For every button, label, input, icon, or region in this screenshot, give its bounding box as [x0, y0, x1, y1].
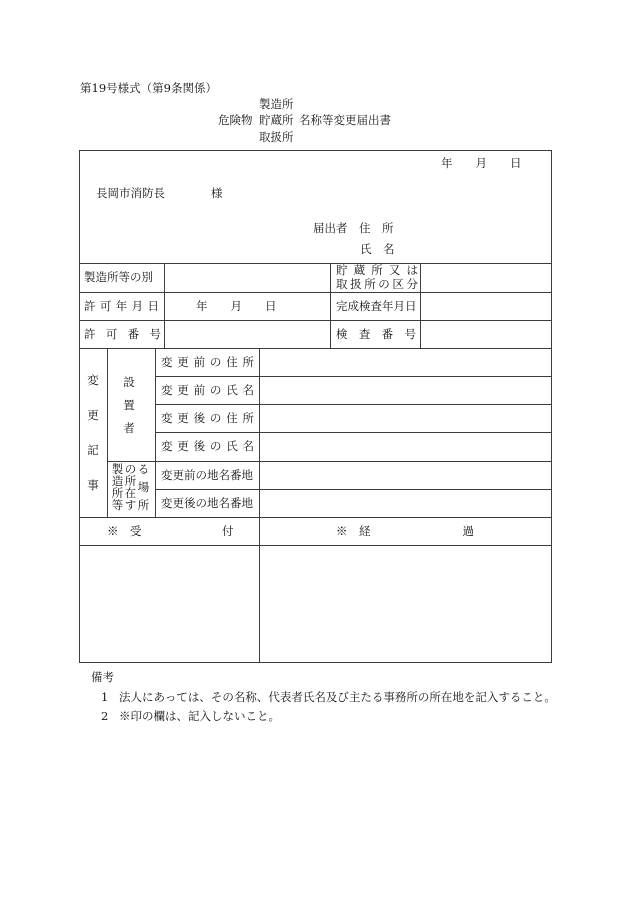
new-name-label	[161, 440, 254, 452]
label-glyph: 設	[123, 375, 135, 389]
facility-location-label	[111, 463, 150, 511]
label-glyph: 扱	[350, 277, 362, 291]
prior-location-value	[260, 462, 551, 489]
table-rule-h	[79, 517, 552, 518]
storage-handling-class-label-line1	[336, 264, 418, 276]
applicant-address-label: 届出者 住 所	[313, 221, 394, 235]
title-facility-type-manufacturing: 製造所	[259, 97, 294, 111]
label-glyph: 検	[336, 327, 348, 341]
label-glyph: 造	[111, 474, 124, 488]
facility-category-label: 製造所等の別	[84, 270, 153, 284]
remark-text: ※印の欄は、記入しないこと。	[119, 709, 280, 723]
label-glyph: 所	[364, 277, 376, 291]
label-glyph: の	[209, 411, 222, 425]
progress-area	[260, 546, 551, 662]
label-glyph: 氏	[226, 383, 238, 397]
label-glyph: は	[406, 263, 418, 277]
applicant-name-label: 氏 名	[360, 242, 395, 256]
title-prefix: 危険物	[218, 113, 253, 127]
label-glyph: 貯	[336, 263, 348, 277]
completion-inspection-date-value	[421, 293, 551, 320]
label-glyph: の	[124, 462, 137, 476]
label-glyph: 許	[84, 299, 96, 313]
label-glyph: 取	[336, 277, 348, 291]
label-glyph: 更	[87, 408, 99, 422]
label-glyph: 後	[193, 411, 206, 425]
label-glyph: 事	[87, 478, 99, 492]
label-glyph: 査	[358, 327, 371, 341]
label-glyph: す	[124, 498, 137, 512]
new-address-value	[260, 405, 551, 432]
prior-location-label: 変更前の地名番地	[161, 468, 253, 482]
label-glyph: 区	[392, 277, 404, 291]
label-glyph: 在	[124, 486, 137, 500]
permit-number-label	[84, 328, 161, 340]
label-glyph: 変	[87, 373, 99, 387]
label-column	[137, 463, 150, 511]
label-glyph: 可	[105, 327, 118, 341]
label-glyph: 更	[177, 383, 189, 397]
label-glyph: 分	[406, 277, 418, 291]
label-glyph: 等	[111, 498, 124, 512]
label-glyph: 変	[161, 383, 173, 397]
change-section-label	[87, 374, 99, 491]
prior-name-label	[161, 384, 254, 396]
label-glyph: 番	[127, 327, 140, 341]
label-glyph: 号	[149, 327, 161, 341]
table-rule-v	[551, 150, 552, 663]
completion-inspection-date-label: 完成検査年月日	[336, 299, 417, 313]
label-glyph: 許	[84, 327, 96, 341]
form-number: 第19号様式（第9条関係）	[80, 81, 217, 95]
label-glyph: 所	[111, 486, 124, 500]
table-rule-v	[107, 348, 108, 518]
label-glyph: 名	[242, 439, 254, 453]
label-glyph: 変	[161, 355, 173, 369]
title-facility-type-handling: 取扱所	[259, 130, 294, 144]
progress-header: ※ 経 過	[336, 524, 474, 538]
remark-number: 1	[101, 690, 109, 704]
prior-name-value	[260, 377, 551, 404]
table-rule-h	[79, 150, 552, 151]
storage-handling-class-label-line2	[336, 278, 418, 290]
new-address-label	[161, 412, 254, 424]
label-column	[111, 463, 124, 511]
permit-number-value	[165, 321, 330, 348]
label-glyph: 所	[371, 263, 383, 277]
label-glyph: 所	[242, 355, 254, 369]
label-glyph: 住	[226, 411, 238, 425]
label-glyph: 後	[193, 439, 206, 453]
receipt-area	[80, 546, 259, 662]
new-name-value	[260, 433, 551, 461]
label-glyph: 更	[177, 411, 189, 425]
label-glyph: 可	[99, 299, 112, 313]
table-rule-v	[155, 348, 156, 518]
facility-category-value	[165, 264, 330, 292]
remarks-heading: 備考	[91, 670, 114, 684]
label-glyph: 年	[115, 299, 128, 313]
label-glyph: 住	[226, 355, 238, 369]
label-glyph: 又	[388, 263, 401, 277]
title-facility-type-storage: 貯蔵所	[259, 113, 294, 127]
label-glyph: 場	[137, 480, 150, 494]
label-glyph: 月	[131, 299, 144, 313]
addressee: 長岡市消防長 様	[96, 186, 223, 200]
label-glyph: の	[209, 355, 222, 369]
label-glyph: 変	[161, 439, 173, 453]
label-column	[124, 463, 137, 511]
new-location-value	[260, 490, 551, 517]
label-glyph: 号	[404, 327, 416, 341]
remark-number: 2	[101, 709, 109, 723]
label-glyph: 製	[111, 462, 124, 476]
remark-text: 法人にあっては、その名称、代表者氏名及び主たる事務所の所在地を記入すること。	[119, 690, 556, 704]
label-glyph: 置	[123, 398, 135, 412]
label-glyph: 更	[177, 355, 189, 369]
label-glyph: の	[209, 383, 222, 397]
label-glyph: 日	[147, 299, 159, 313]
receipt-header: ※ 受 付	[107, 524, 234, 538]
submission-date: 年 月 日	[441, 156, 522, 170]
table-rule-h	[79, 662, 552, 663]
table-rule-v	[330, 263, 331, 349]
installer-label	[123, 376, 135, 434]
label-glyph: 前	[193, 383, 206, 397]
permit-date-label	[84, 300, 159, 312]
label-glyph: 所	[137, 498, 150, 512]
label-glyph: の	[378, 277, 390, 291]
label-glyph: の	[209, 439, 222, 453]
inspection-number-value	[421, 321, 551, 348]
permit-date-value: 年 月 日	[196, 299, 277, 313]
prior-address-label	[161, 356, 254, 368]
new-location-label: 変更後の地名番地	[161, 496, 253, 510]
label-glyph: 者	[123, 421, 135, 435]
label-glyph: 所	[242, 411, 254, 425]
label-glyph: 名	[242, 383, 254, 397]
inspection-number-label	[336, 328, 416, 340]
label-glyph: 変	[161, 411, 173, 425]
label-glyph: 所	[124, 474, 137, 488]
label-glyph: る	[137, 462, 150, 476]
label-glyph: 更	[177, 439, 189, 453]
label-glyph: 記	[87, 443, 99, 457]
label-glyph: 番	[381, 327, 394, 341]
storage-handling-class-value	[421, 264, 551, 292]
label-glyph: 氏	[226, 439, 238, 453]
title-suffix: 名称等変更届出書	[299, 113, 391, 127]
label-glyph: 蔵	[353, 263, 366, 277]
label-glyph: 前	[193, 355, 206, 369]
prior-address-value	[260, 349, 551, 376]
